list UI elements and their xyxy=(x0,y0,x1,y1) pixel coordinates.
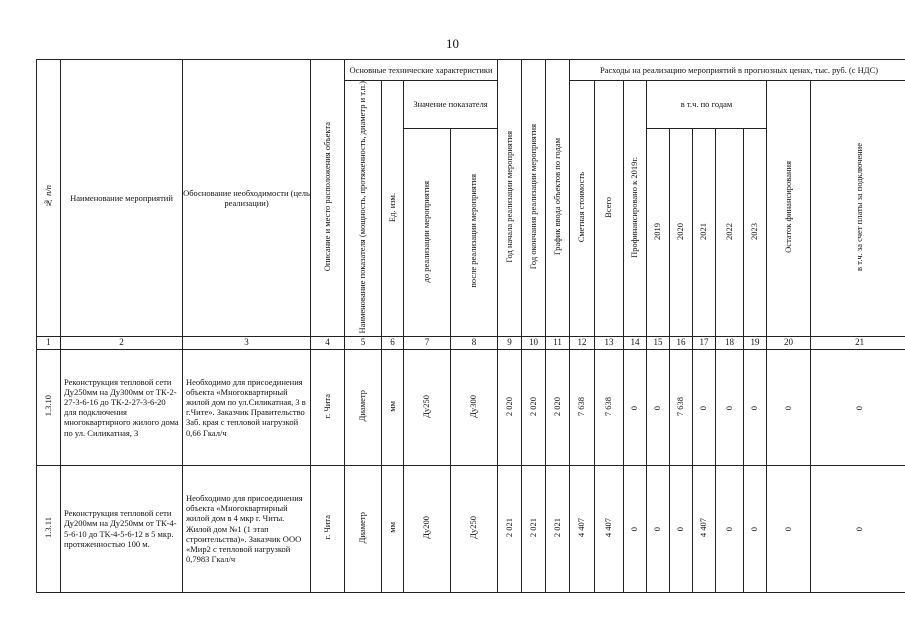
header-total: Всего xyxy=(595,81,624,337)
header-schedule: График ввода объектов по годам xyxy=(546,60,570,337)
measure-reason: Необходимо для присоединения объекта «Многоквартирный жилой дом в 4 мкр г. Читы. Жилой дом №1 (1 этап строительства)». Заказчик ООО «Мир2 с тепловой нагрузкой 0,7983 Гкал/ч xyxy=(183,465,311,592)
header-start-year: Год начала реализации мероприятия xyxy=(498,60,522,337)
col-number: 18 xyxy=(716,336,744,349)
col-number: 19 xyxy=(744,336,767,349)
unit-cell: мм xyxy=(382,349,404,465)
header-years-group: в т.ч. по годам xyxy=(647,81,767,129)
year-2023-cell: 0 xyxy=(744,465,767,592)
col-number: 3 xyxy=(183,336,311,349)
header-financed: Профинансировано к 2019г. xyxy=(624,81,647,337)
header-tech-group: Основные технические характеристики xyxy=(345,60,498,81)
col-number: 15 xyxy=(647,336,670,349)
header-remainder: Остаток финансирования xyxy=(767,81,811,337)
header-indicator: Наименование показателя (мощность, протяженность, диаметр и т.п.) xyxy=(345,81,382,337)
year-2020-cell: 0 xyxy=(670,465,693,592)
year-2022-cell: 0 xyxy=(716,349,744,465)
location-cell: г. Чита xyxy=(311,465,345,592)
end-year-cell: 2 021 xyxy=(522,465,546,592)
col-number: 20 xyxy=(767,336,811,349)
header-estimate: Сметная стоимость xyxy=(570,81,595,337)
end-year-cell: 2 020 xyxy=(522,349,546,465)
col-number: 6 xyxy=(382,336,404,349)
estimate-cell: 7 638 xyxy=(570,349,595,465)
measure-name: Реконструкция тепловой сети Ду250мм на Ду300мм от ТК-2-27-3-6-16 до ТК-2-27-3-6-20 для подключения многоквартирного жилого дома по ул. Силикатная, 3 xyxy=(61,349,183,465)
after-cell: Ду250 xyxy=(451,465,498,592)
row-number: 1.3.10 xyxy=(37,349,61,465)
header-end-year: Год окончания реализации мероприятия xyxy=(522,60,546,337)
financed-cell: 0 xyxy=(624,349,647,465)
header-year-2020: 2020 xyxy=(670,129,693,337)
remainder-cell: 0 xyxy=(767,465,811,592)
col-number: 11 xyxy=(546,336,570,349)
year-2021-cell: 4 407 xyxy=(693,465,716,592)
header-year-2021: 2021 xyxy=(693,129,716,337)
col-number: 7 xyxy=(404,336,451,349)
year-2022-cell: 0 xyxy=(716,465,744,592)
remainder-cell: 0 xyxy=(767,349,811,465)
page-number: 10 xyxy=(446,36,459,51)
after-cell: Ду300 xyxy=(451,349,498,465)
measure-name: Реконструкция тепловой сети Ду200мм на Ду250мм от ТК-4-5-6-10 до ТК-4-5-6-12 в 5 мкр. протяженностью 100 м. xyxy=(61,465,183,592)
col-number: 8 xyxy=(451,336,498,349)
year-2019-cell: 0 xyxy=(647,465,670,592)
col-number: 14 xyxy=(624,336,647,349)
header-reason: Обоснование необходимости (цель реализации) xyxy=(183,60,311,337)
total-cell: 4 407 xyxy=(595,465,624,592)
start-year-cell: 2 021 xyxy=(498,465,522,592)
indicator-cell: Диаметр xyxy=(345,349,382,465)
investment-table xyxy=(36,59,905,593)
location-cell: г. Чита xyxy=(311,349,345,465)
schedule-cell: 2 021 xyxy=(546,465,570,592)
header-value-group: Значение показателя xyxy=(404,81,498,129)
col-number: 12 xyxy=(570,336,595,349)
header-location: Описание и место расположения объекта xyxy=(311,60,345,337)
header-year-2023: 2023 xyxy=(744,129,767,337)
year-2019-cell: 0 xyxy=(647,349,670,465)
header-unit: Ед. изм. xyxy=(382,81,404,337)
year-2021-cell: 0 xyxy=(693,349,716,465)
connection-cell: 0 xyxy=(811,465,905,592)
header-costs-group: Расходы на реализацию мероприятий в прогнозных ценах, тыс. руб. (с НДС) xyxy=(570,60,905,81)
header-after: после реализации мероприятия xyxy=(451,129,498,337)
connection-cell: 0 xyxy=(811,349,905,465)
table-row xyxy=(37,349,905,465)
table-row xyxy=(37,465,905,592)
header-year-2022: 2022 xyxy=(716,129,744,337)
header-name: Наименование мероприятий xyxy=(61,60,183,337)
header-year-2019: 2019 xyxy=(647,129,670,337)
financed-cell: 0 xyxy=(624,465,647,592)
header-before: до реализации мероприятия xyxy=(404,129,451,337)
col-number: 13 xyxy=(595,336,624,349)
col-number: 5 xyxy=(345,336,382,349)
schedule-cell: 2 020 xyxy=(546,349,570,465)
before-cell: Ду200 xyxy=(404,465,451,592)
col-number: 16 xyxy=(670,336,693,349)
col-number: 17 xyxy=(693,336,716,349)
total-cell: 7 638 xyxy=(595,349,624,465)
header-connection: в т.ч. за счет платы за подключение xyxy=(811,81,905,337)
year-2023-cell: 0 xyxy=(744,349,767,465)
col-number: 21 xyxy=(811,336,905,349)
col-number: 2 xyxy=(61,336,183,349)
col-number: 1 xyxy=(37,336,61,349)
year-2020-cell: 7 638 xyxy=(670,349,693,465)
col-number: 4 xyxy=(311,336,345,349)
estimate-cell: 4 407 xyxy=(570,465,595,592)
column-number-row xyxy=(37,336,905,349)
measure-reason: Необходимо для присоединения объекта «Многоквартирный жилой дом по ул.Силикатная, 3 в г.Чите». Заказчик Правительство Заб. края с тепловой нагрузкой 0,66 Гкал/ч xyxy=(183,349,311,465)
indicator-cell: Диаметр xyxy=(345,465,382,592)
col-number: 10 xyxy=(522,336,546,349)
start-year-cell: 2 020 xyxy=(498,349,522,465)
row-number: 1.3.11 xyxy=(37,465,61,592)
header-num: № п/п xyxy=(37,60,61,337)
unit-cell: мм xyxy=(382,465,404,592)
col-number: 9 xyxy=(498,336,522,349)
before-cell: Ду250 xyxy=(404,349,451,465)
